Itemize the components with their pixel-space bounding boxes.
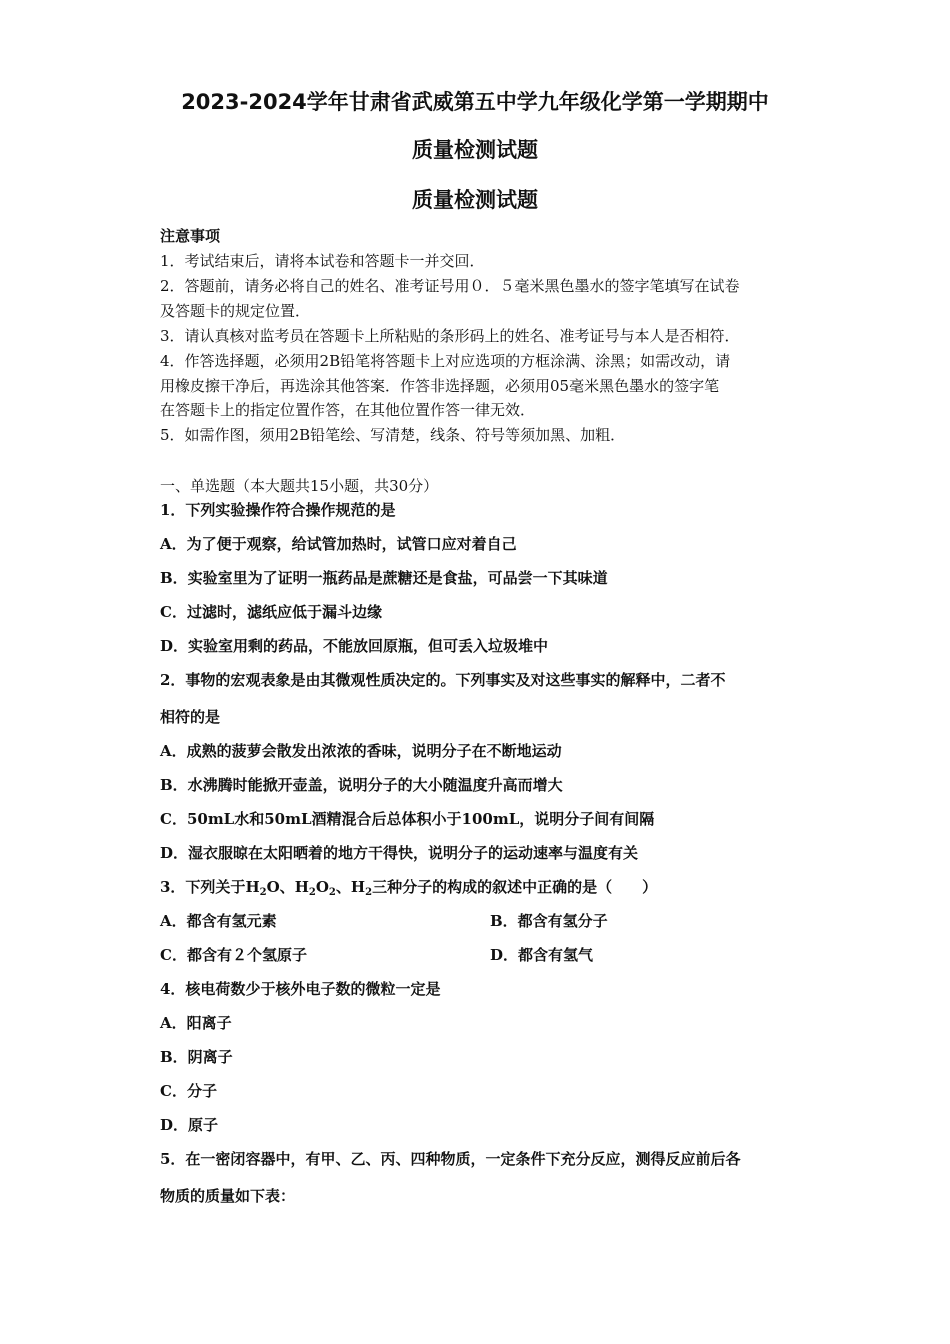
q2-stem-line-2: 相符的是 xyxy=(160,708,221,726)
section-1-heading: 一、单选题（本大题共15小题，共30分） xyxy=(160,477,439,495)
notice-line-3: 及答题卡的规定位置． xyxy=(160,302,311,320)
q3-option-a: A．都含有氢元素 xyxy=(160,912,277,930)
title-line-1: 2023-2024学年甘肃省武威第五中学九年级化学第一学期期中 xyxy=(181,90,769,114)
q2-stem-line-1: 2．事物的宏观表象是由其微观性质决定的。下列事实及对这些事实的解释中，二者不 xyxy=(160,671,726,689)
q2-option-c: C．50mL水和50mL酒精混合后总体积小于100mL，说明分子间有间隔 xyxy=(160,810,655,828)
notice-line-7: 在答题卡上的指定位置作答，在其他位置作答一律无效． xyxy=(160,401,536,419)
formula-h2-sub: 2 xyxy=(365,887,373,898)
q3-stem-suffix: 三种分子的构成的叙述中正确的是（ ） xyxy=(372,878,658,896)
formula-h2o2-sub: 2 xyxy=(308,887,316,898)
q1-stem: 1．下列实验操作符合操作规范的是 xyxy=(160,501,396,519)
notice-line-1: 1．考试结束后，请将本试卷和答题卡一并交回． xyxy=(160,252,485,270)
q3-option-d: D．都含有氢气 xyxy=(490,946,594,964)
formula-h2o-sub: 2 xyxy=(259,887,267,898)
q1-option-d: D．实验室用剩的药品，不能放回原瓶，但可丢入垃圾堆中 xyxy=(160,637,549,655)
formula-h2-h: H xyxy=(350,878,366,896)
q4-option-d: D．原子 xyxy=(160,1116,219,1134)
notice-heading: 注意事项 xyxy=(160,227,221,245)
q4-option-c: C．分子 xyxy=(160,1082,217,1100)
title-line-2: 质量检测试题 xyxy=(412,138,538,162)
formula-h2o2-sub2: 2 xyxy=(328,887,336,898)
notice-line-8: 5．如需作图，须用2B铅笔绘、写清楚，线条、符号等须加黑、加粗． xyxy=(160,426,626,444)
notice-line-6: 用橡皮擦干净后，再选涂其他答案．作答非选择题，必须用05毫米黑色墨水的签字笔 xyxy=(160,377,720,395)
q4-stem: 4．核电荷数少于核外电子数的微粒一定是 xyxy=(160,980,441,998)
notice-line-2: 2．答题前，请务必将自己的姓名、准考证号用０．５毫米黑色墨水的签字笔填写在试卷 xyxy=(160,277,740,295)
formula-h2o2-o: O xyxy=(315,878,329,896)
q1-option-c: C．过滤时，滤纸应低于漏斗边缘 xyxy=(160,603,382,621)
q2-option-d: D．湿衣服晾在太阳晒着的地方干得快，说明分子的运动速率与温度有关 xyxy=(160,844,639,862)
q3-option-b: B．都含有氢分子 xyxy=(490,912,608,930)
title-line-3: 质量检测试题 xyxy=(412,188,538,212)
formula-h2o-h: H xyxy=(245,878,260,896)
q3-stem xyxy=(160,876,657,898)
notice-line-5: 4．作答选择题，必须用2B铅笔将答题卡上对应选项的方框涂满、涂黑；如需改动，请 xyxy=(160,352,731,370)
q1-option-a: A．为了便于观察，给试管加热时，试管口应对着自己 xyxy=(160,535,517,553)
q4-option-a: A．阳离子 xyxy=(160,1014,232,1032)
notice-line-4: 3．请认真核对监考员在答题卡上所粘贴的条形码上的姓名、准考证号与本人是否相符． xyxy=(160,327,740,345)
formula-h2o-o: O、 xyxy=(266,878,295,896)
formula-h2o2-h: H xyxy=(294,878,309,896)
q3-option-c: C．都含有２个氢原子 xyxy=(160,946,307,964)
q3-stem-prefix: 3．下列关于 xyxy=(160,878,246,896)
q2-option-b: B．水沸腾时能掀开壶盖，说明分子的大小随温度升高而增大 xyxy=(160,776,563,794)
q5-stem-line-1: 5．在一密闭容器中，有甲、乙、丙、四种物质，一定条件下充分反应，测得反应前后各 xyxy=(160,1150,741,1168)
q4-option-b: B．阴离子 xyxy=(160,1048,233,1066)
q5-stem-line-2: 物质的质量如下表： xyxy=(160,1187,296,1205)
q1-option-b: B．实验室里为了证明一瓶药品是蔗糖还是食盐，可品尝一下其味道 xyxy=(160,569,608,587)
q2-option-a: A．成熟的菠萝会散发出浓浓的香味，说明分子在不断地运动 xyxy=(160,742,562,760)
formula-h2o2-sep: 、 xyxy=(335,878,351,896)
